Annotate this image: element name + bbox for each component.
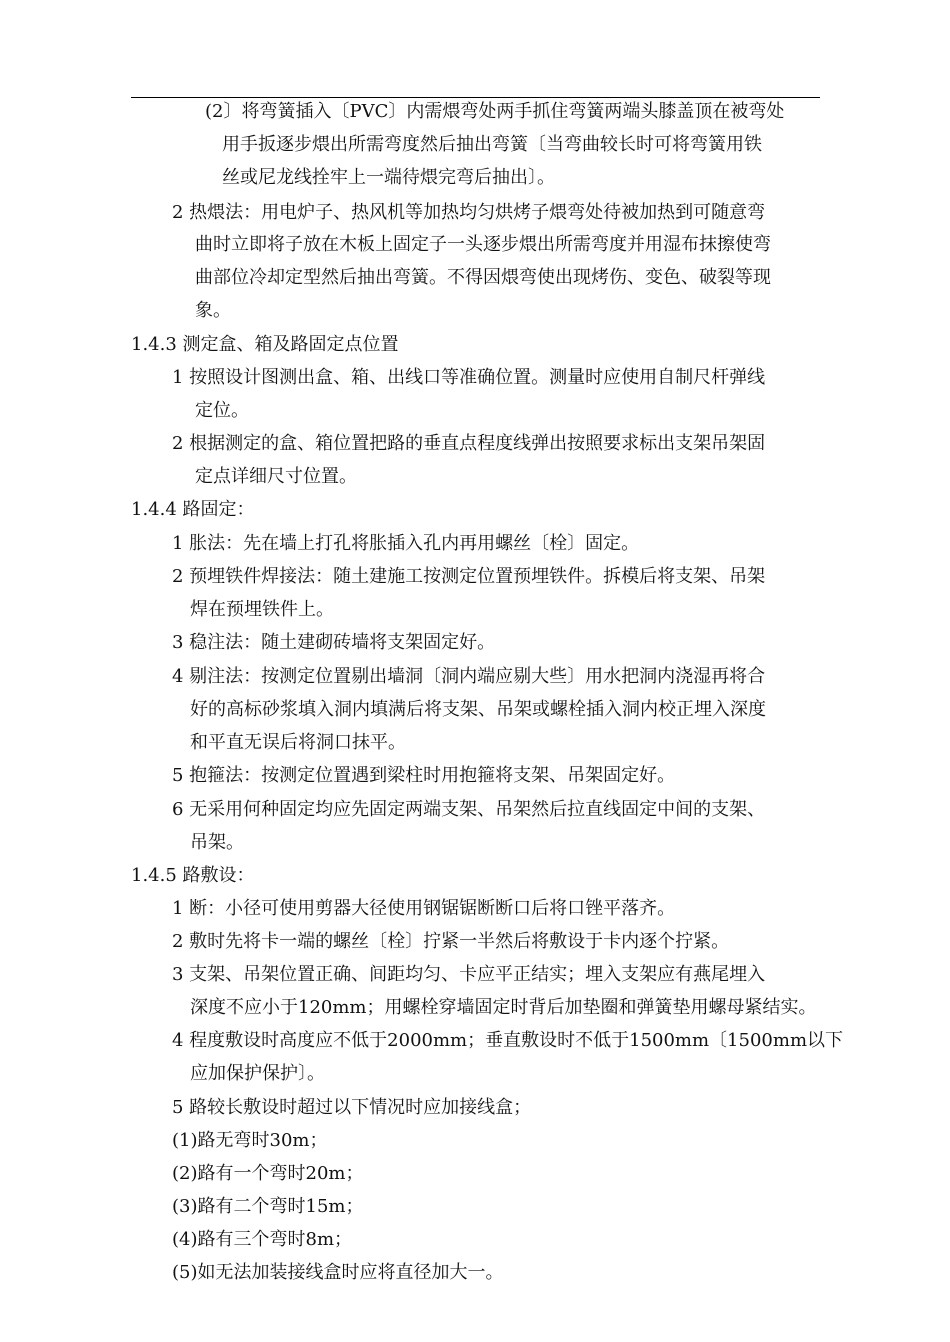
text-line: 3 支架、吊架位置正确、间距均匀、卡应平正结实；埋入支架应有燕尾埋入 [172,964,766,985]
text-line: 2 根据测定的盒、箱位置把路的垂直点程度线弹出按照要求标出支架吊架固 [172,433,766,454]
text-line: 4 剔注法：按测定位置剔出墙洞〔洞内端应剔大些〕用水把洞内浇湿再将合 [172,666,766,687]
text-line: 3 稳注法：随土建砌砖墙将支架固定好。 [172,632,496,653]
text-line: 象。 [195,300,231,321]
text-line: 1 断：小径可使用剪器大径使用钢锯锯断断口后将口锉平落齐。 [172,898,676,919]
text-line: (2)路有一个弯时20m； [172,1163,364,1184]
text-line: 6 无采用何种固定均应先固定两端支架、吊架然后拉直线固定中间的支架、 [172,799,766,820]
text-line: 4 程度敷设时高度应不低于2000mm；垂直敷设时不低于1500mm〔1500mm以下 [172,1030,844,1051]
text-line: 2 预埋铁件焊接法：随土建施工按测定位置预埋铁件。拆模后将支架、吊架 [172,566,766,587]
text-line: 用手扳逐步煨出所需弯度然后抽出弯簧〔当弯曲较长时可将弯簧用铁 [222,134,762,155]
header-rule [131,97,820,98]
section-heading: 1.4.4 路固定： [131,499,255,520]
text-line: (1)路无弯时30m； [172,1130,328,1151]
text-line: 深度不应小于120mm；用螺栓穿墙固定时背后加垫圈和弹簧垫用螺母紧结实。 [190,997,817,1018]
text-line: 定点详细尺寸位置。 [195,466,357,487]
text-line: 2 热煨法：用电炉子、热风机等加热均匀烘烤子煨弯处待被加热到可随意弯 [172,202,766,223]
text-line: 5 抱箍法：按测定位置遇到梁柱时用抱箍将支架、吊架固定好。 [172,765,676,786]
text-line: 5 路较长敷设时超过以下情况时应加接线盒； [172,1097,532,1118]
text-line: 1 按照设计图测出盒、箱、出线口等准确位置。测量时应使用自制尺杆弹线 [172,367,766,388]
section-heading: 1.4.5 路敷设： [131,865,255,886]
text-line: (3)路有二个弯时15m； [172,1196,364,1217]
text-line: (5)如无法加装接线盒时应将直径加大一。 [172,1262,504,1283]
text-line: 2 敷时先将卡一端的螺丝〔栓〕拧紧一半然后将敷设于卡内逐个拧紧。 [172,931,730,952]
text-line: 曲时立即将子放在木板上固定子一头逐步煨出所需弯度并用湿布抹擦使弯 [195,234,771,255]
text-line: 好的高标砂浆填入洞内填满后将支架、吊架或螺栓插入洞内校正埋入深度 [190,699,766,720]
text-line: 焊在预埋铁件上。 [190,599,334,620]
text-line: 1 胀法：先在墙上打孔将胀插入孔内再用螺丝〔栓〕固定。 [172,533,640,554]
text-line: (2〕将弯簧插入〔PVC〕内需煨弯处两手抓住弯簧两端头膝盖顶在被弯处 [205,101,785,122]
text-line: (4)路有三个弯时8m； [172,1229,353,1250]
text-line: 和平直无误后将洞口抹平。 [190,732,406,753]
text-line: 曲部位冷却定型然后抽出弯簧。不得因煨弯使出现烤伤、变色、破裂等现 [195,267,771,288]
text-line: 应加保护保护〕。 [190,1063,325,1084]
text-line: 定位。 [195,400,249,421]
section-heading: 1.4.3 测定盒、箱及路固定点位置 [131,334,399,355]
text-line: 丝或尼龙线拴牢上一端待煨完弯后抽出〕。 [222,167,555,188]
text-line: 吊架。 [190,832,244,853]
